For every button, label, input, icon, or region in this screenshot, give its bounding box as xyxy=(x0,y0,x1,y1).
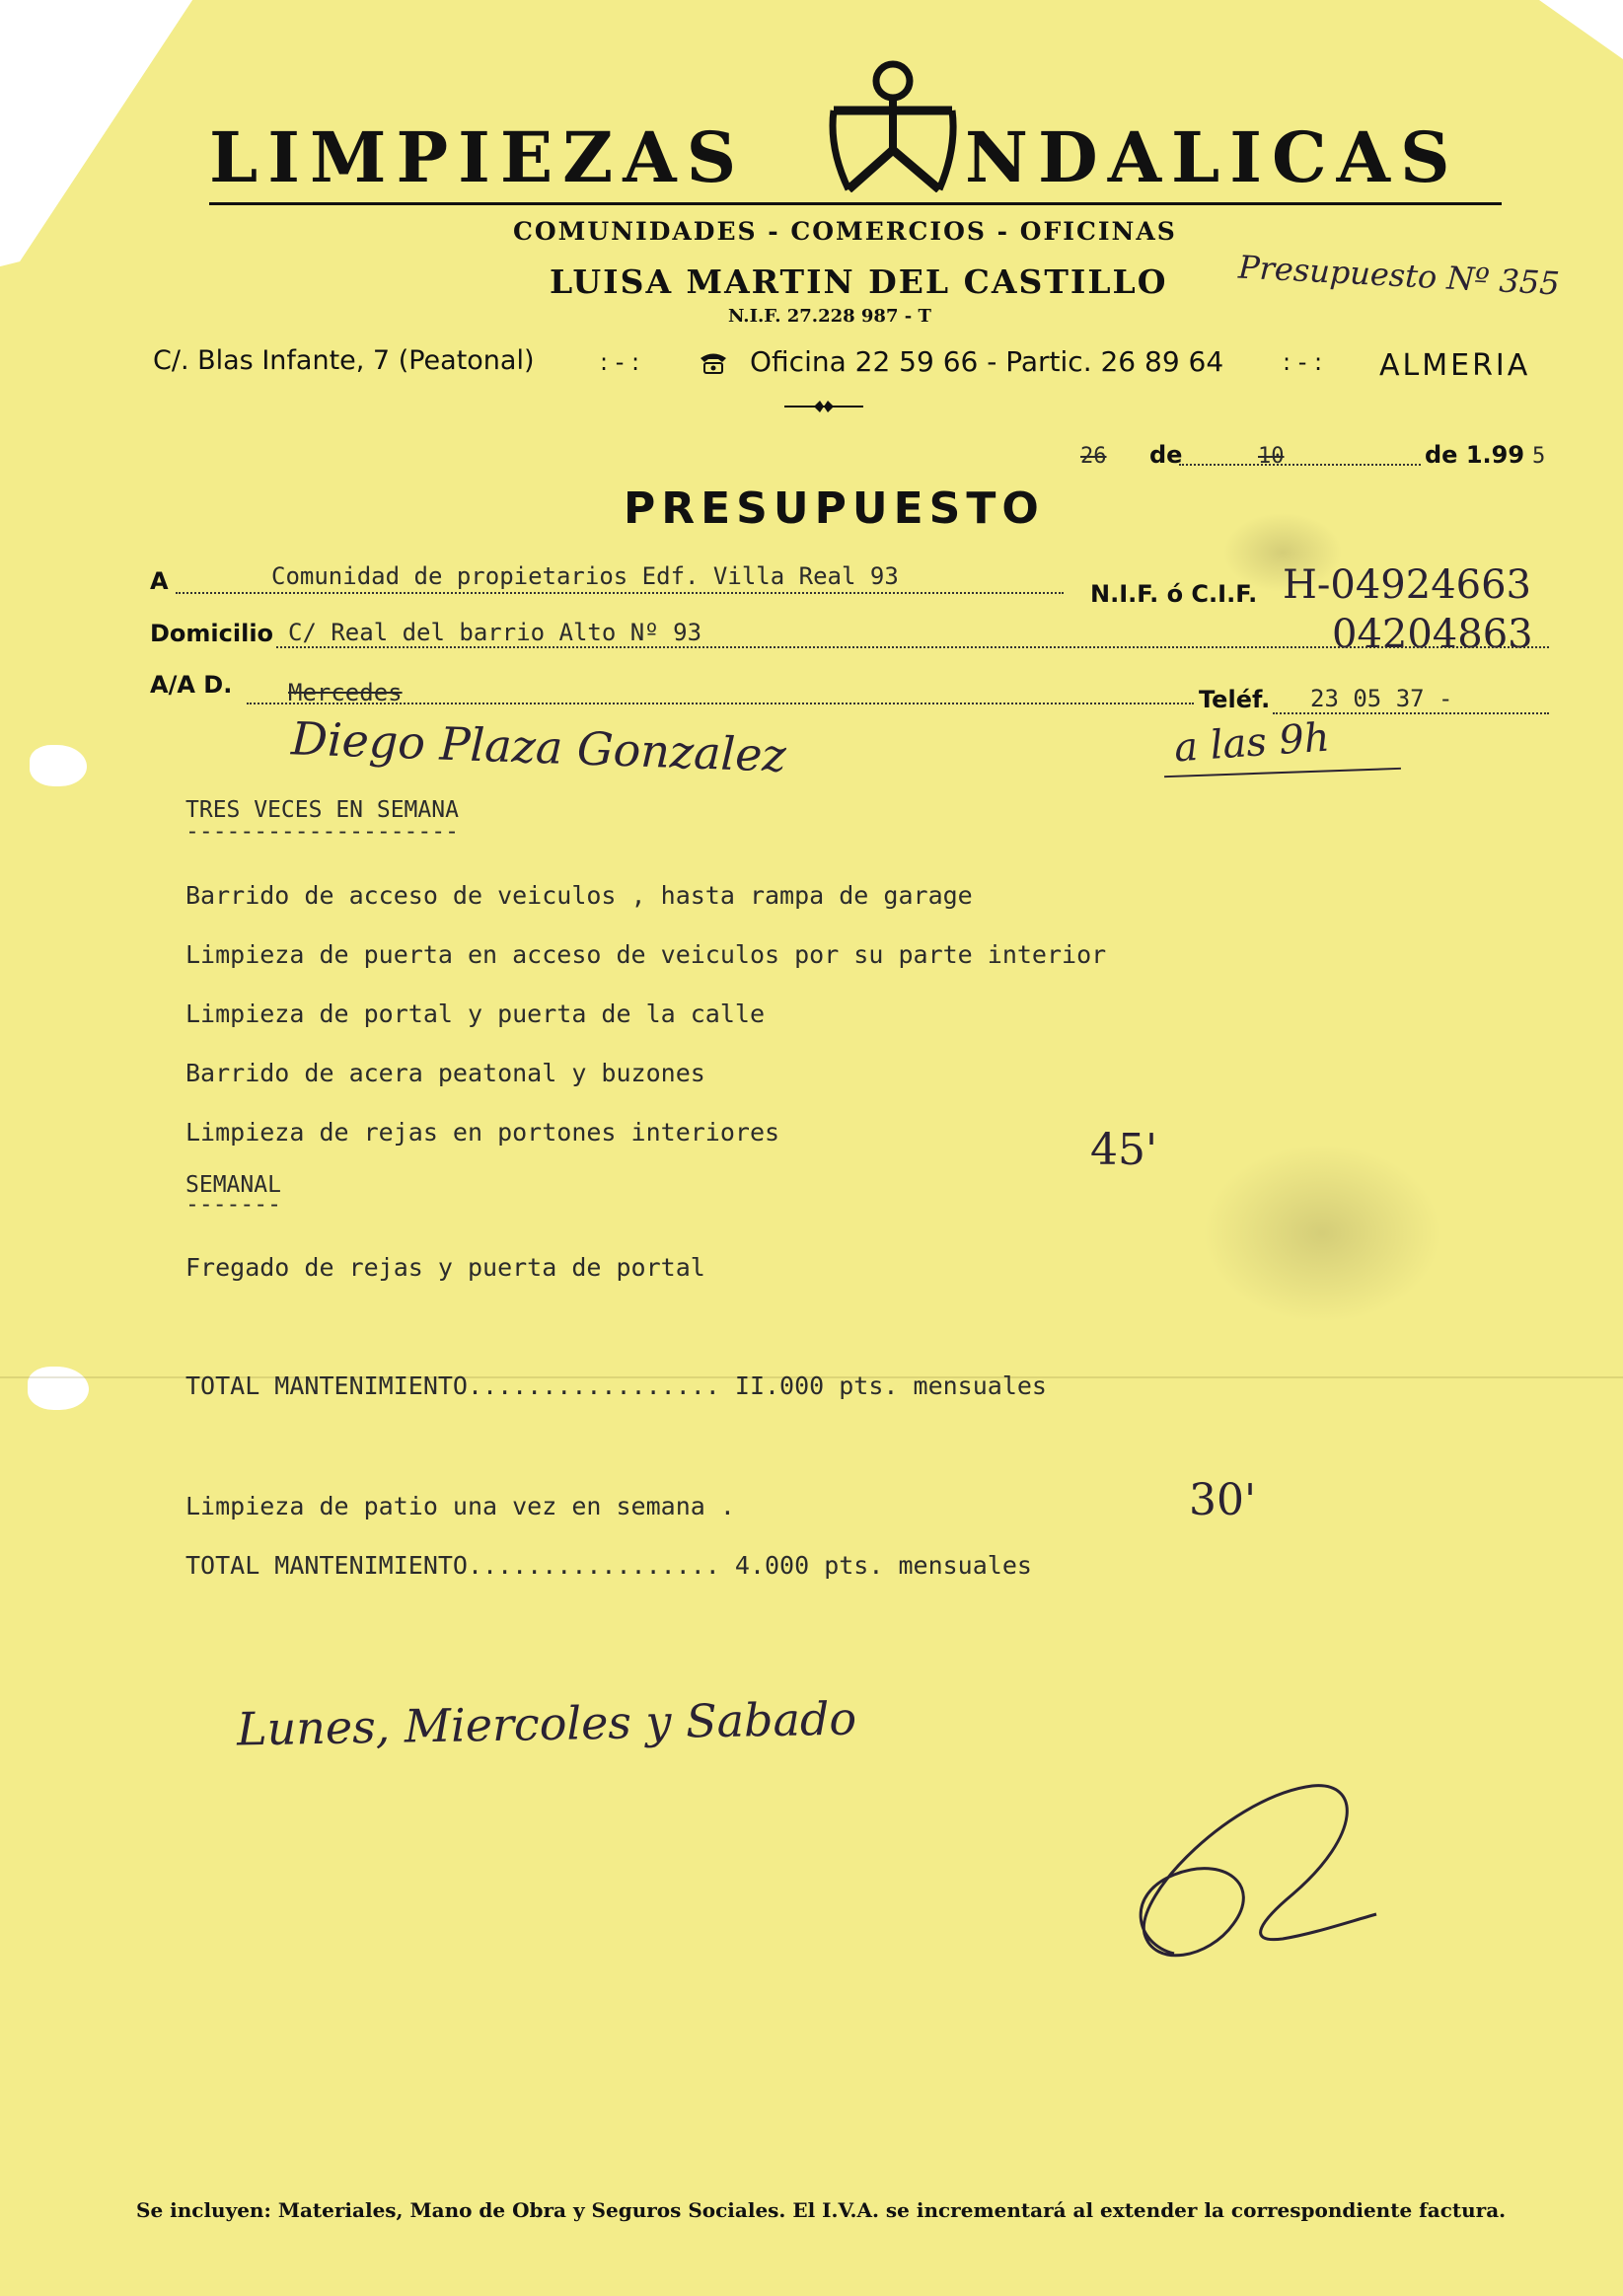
indalo-logo xyxy=(829,59,957,192)
company-nif: N.I.F. 27.228 987 - T xyxy=(728,306,931,327)
client-contact-label: A/A D. xyxy=(150,671,233,699)
task-item: Barrido de acera peatonal y buzones xyxy=(185,1059,705,1087)
company-name-right: NDALICAS xyxy=(965,116,1460,198)
handwritten-minutes-2: 30' xyxy=(1189,1475,1257,1525)
company-address: C/. Blas Infante, 7 (Peatonal) xyxy=(153,345,535,376)
client-phone-line xyxy=(1273,712,1549,714)
date-month-line xyxy=(1179,464,1421,466)
patio-cleaning-line: Limpieza de patio una vez en semana . xyxy=(185,1492,735,1520)
total-maintenance-1: TOTAL MANTENIMIENTO................. II.000 pts. mensuales xyxy=(185,1371,1047,1400)
client-address-label: Domicilio xyxy=(150,620,274,647)
binder-hole-top xyxy=(30,745,87,786)
client-contact-value: Mercedes xyxy=(288,679,403,706)
client-a-value: Comunidad de propietarios Edf. Villa Real 93 xyxy=(271,562,899,590)
client-nif-handwritten-2: 04204863 xyxy=(1332,612,1533,657)
handwritten-time: a las 9h xyxy=(1172,714,1332,772)
client-address-line xyxy=(276,646,1549,648)
date-de-1: de xyxy=(1149,441,1183,469)
company-name-left: LIMPIEZAS xyxy=(209,116,747,198)
separator: : - : xyxy=(600,348,640,376)
handwritten-quote-number: Presupuesto Nº 355 xyxy=(1237,248,1561,303)
business-sectors: COMUNIDADES - COMERCIOS - OFICINAS xyxy=(513,217,1177,246)
client-nif-label: N.I.F. ó C.I.F. xyxy=(1090,580,1258,608)
separator: : - : xyxy=(1283,348,1323,376)
footer-note: Se incluyen: Materiales, Mano de Obra y Seguros Sociales. El I.V.A. se incrementará al extender la correspondiente factura. xyxy=(136,2198,1507,2222)
handwritten-service-days: Lunes, Miercoles y Sabado xyxy=(236,1691,857,1756)
owner-name: LUISA MARTIN DEL CASTILLO xyxy=(550,262,1168,301)
date-year-digit: 5 xyxy=(1532,444,1546,469)
document-title: PRESUPUESTO xyxy=(624,483,1045,534)
task-item: Limpieza de puerta en acceso de veiculos por su parte interior xyxy=(185,940,1107,969)
ornament-divider xyxy=(784,399,863,414)
task-item: Limpieza de rejas en portones interiores xyxy=(185,1118,780,1147)
section-heading-weekly: SEMANAL xyxy=(185,1172,281,1198)
date-year-prefix: de 1.99 xyxy=(1425,441,1525,469)
client-address-value: C/ Real del barrio Alto Nº 93 xyxy=(288,619,702,646)
client-a-line xyxy=(176,592,1064,594)
letterhead-rule xyxy=(209,202,1502,205)
client-phone-value: 23 05 37 - xyxy=(1310,685,1453,712)
task-item: Barrido de acceso de veiculos , hasta rampa de garage xyxy=(185,881,973,910)
company-phones: Oficina 22 59 66 - Partic. 26 89 64 xyxy=(750,345,1224,378)
section-heading-three-times-week: TRES VECES EN SEMANA xyxy=(185,797,459,823)
date-month: 10 xyxy=(1258,444,1285,469)
signature-scribble xyxy=(1115,1776,1391,1973)
client-phone-label: Teléf. xyxy=(1199,686,1271,713)
company-city: ALMERIA xyxy=(1379,348,1531,383)
client-a-label: A xyxy=(150,567,169,595)
client-nif-handwritten-1: H-04924663 xyxy=(1283,562,1531,608)
binder-hole-bottom xyxy=(28,1367,89,1410)
handwritten-contact-name: Diego Plaza Gonzalez xyxy=(290,711,787,782)
total-maintenance-2: TOTAL MANTENIMIENTO................. 4.000 pts. mensuales xyxy=(185,1551,1032,1580)
section-heading-underline: -------------------- xyxy=(185,819,459,845)
date-day: 26 xyxy=(1080,444,1107,469)
telephone-icon xyxy=(699,351,728,375)
section-heading-underline: ------- xyxy=(185,1192,281,1218)
task-item: Limpieza de portal y puerta de la calle xyxy=(185,1000,765,1028)
handwritten-minutes-1: 45' xyxy=(1090,1125,1158,1175)
task-item: Fregado de rejas y puerta de portal xyxy=(185,1253,705,1282)
